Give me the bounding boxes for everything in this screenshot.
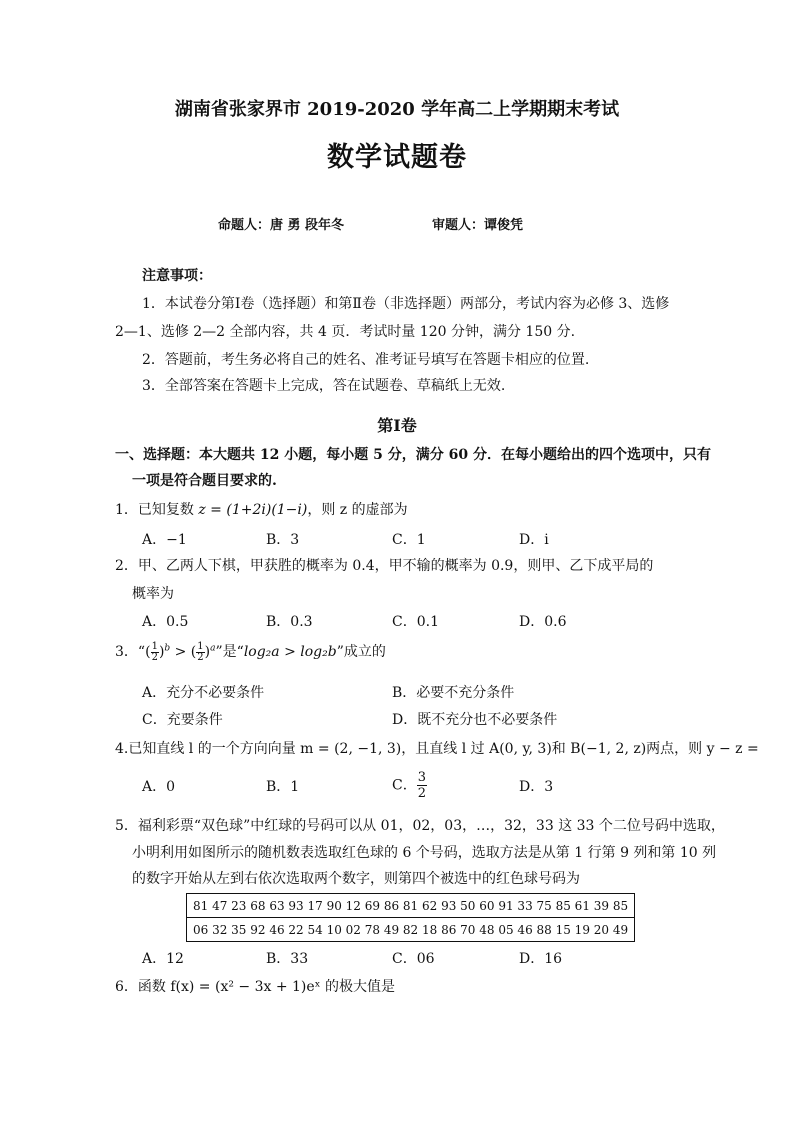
exam-title: 湖南省张家界市 2019-2020 学年高二上学期期末考试	[174, 99, 620, 120]
question-4: 4.已知直线 l 的一个方向向量 m = (2, −1, 3)，且直线 l 过 A(0, y, 3)和 B(−1, 2, z)两点，则 y − z =	[115, 741, 759, 757]
question-5-line2: 小明利用如图所示的随机数表选取红色球的 6 个号码，选取方法是从第 1 行第 9 列和第 10 列	[132, 845, 717, 861]
q3-suffix: ”成立的	[336, 644, 386, 660]
q1-math: z = (1+2i)(1−i)	[198, 502, 308, 518]
q5-option-d: D．16	[519, 951, 563, 967]
q1-prefix: 1．已知复数	[115, 502, 199, 518]
q1-option-b: B．3	[266, 532, 300, 548]
q2-option-d: D．0.6	[519, 614, 567, 630]
note-1b: 2—1、选修 2—2 全部内容，共 4 页．考试时量 120 分钟，满分 150 分.	[115, 324, 576, 340]
section-title: 第Ⅰ卷	[377, 416, 417, 435]
q5-option-a: A．12	[142, 951, 184, 967]
q3-option-a: A．充分不必要条件	[142, 685, 265, 701]
q1-option-d: D．i	[519, 532, 549, 548]
q2-option-b: B．0.3	[266, 614, 313, 630]
section-instruction-2: 一项是符合题目要求的.	[132, 473, 277, 489]
q4-option-a: A．0	[142, 779, 176, 795]
q3-option-b: B．必要不充分条件	[392, 685, 515, 701]
authors-setters: 命题人：唐 勇 段年冬	[218, 218, 345, 233]
question-5-line3: 的数字开始从左到右依次选取两个数字，则第四个被选中的红色球号码为	[132, 871, 580, 887]
note-2: 2．答题前，考生务必将自己的姓名、准考证号填写在答题卡相应的位置.	[142, 352, 590, 368]
section-instruction-1: 一、选择题：本大题共 12 小题，每小题 5 分，满分 60 分．在每小题给出的四个选项中，只有	[115, 447, 711, 463]
exam-subtitle: 数学试题卷	[327, 142, 467, 173]
question-2-line1: 2．甲、乙两人下棋，甲获胜的概率为 0.4，甲不输的概率为 0.9，则甲、乙下成平局的	[115, 558, 654, 574]
q4-option-c: C． $\frac{3}{2}$	[392, 770, 426, 801]
question-5-line1: 5．福利彩票“双色球”中红球的号码可以从 01，02，03，…，32，33 这 33 个二位号码中选取，	[115, 818, 725, 834]
q1-option-c: C．1	[392, 532, 426, 548]
random-number-table	[186, 893, 635, 942]
random-row-1: 81 47 23 68 63 93 17 90 12 69 86 81 62 93 50 60 91 33 75 85 61 39 85	[187, 894, 635, 918]
q2-option-a: A．0.5	[142, 614, 189, 630]
question-6: 6．函数 f(x) = (x² − 3x + 1)eˣ 的极大值是	[115, 979, 396, 995]
q5-option-b: B．33	[266, 951, 309, 967]
notes-heading: 注意事项：	[142, 268, 212, 284]
q3-mid: ”是“	[215, 644, 244, 660]
table-row	[187, 894, 635, 918]
q5-option-c: C．06	[392, 951, 435, 967]
note-1a: 1．本试卷分第Ⅰ卷（选择题）和第Ⅱ卷（非选择题）两部分，考试内容为必修 3、选修	[142, 296, 670, 312]
q3-half-fraction-2: $\frac{1}{2}$	[197, 640, 204, 663]
note-3: 3．全部答案在答题卡上完成，答在试题卷、草稿纸上无效.	[142, 378, 506, 394]
q4-c-fraction: $\frac{3}{2}$	[417, 770, 426, 801]
q3-half-fraction-1: $\frac{1}{2}$	[151, 640, 158, 663]
q2-option-c: C．0.1	[392, 614, 439, 630]
random-row-2: 06 32 35 92 46 22 54 10 02 78 49 82 18 86 70 48 05 46 88 15 19 20 49	[187, 918, 635, 942]
q1-option-a: A．−1	[142, 532, 187, 548]
question-3: 3．“( $\frac{1}{2}$ )$^b$ > ( $\frac{1}{2}$ )$^a$”是“log₂a > log₂b”成立的	[115, 640, 386, 663]
q3-num: 3．	[115, 644, 138, 660]
q3-open-quote: “	[137, 644, 146, 660]
q3-option-c: C．充要条件	[142, 712, 223, 728]
q3-option-d: D．既不充分也不必要条件	[392, 712, 558, 728]
authors-reviewer: 审题人：谭俊凭	[432, 218, 524, 233]
q1-suffix: ，则 z 的虚部为	[307, 502, 408, 518]
q3-log-expr: log₂a > log₂b	[243, 644, 337, 660]
q4-option-b: B．1	[266, 779, 300, 795]
table-row	[187, 918, 635, 942]
q4-option-d: D．3	[519, 779, 554, 795]
question-2-line2: 概率为	[132, 586, 174, 602]
question-1	[115, 499, 408, 519]
